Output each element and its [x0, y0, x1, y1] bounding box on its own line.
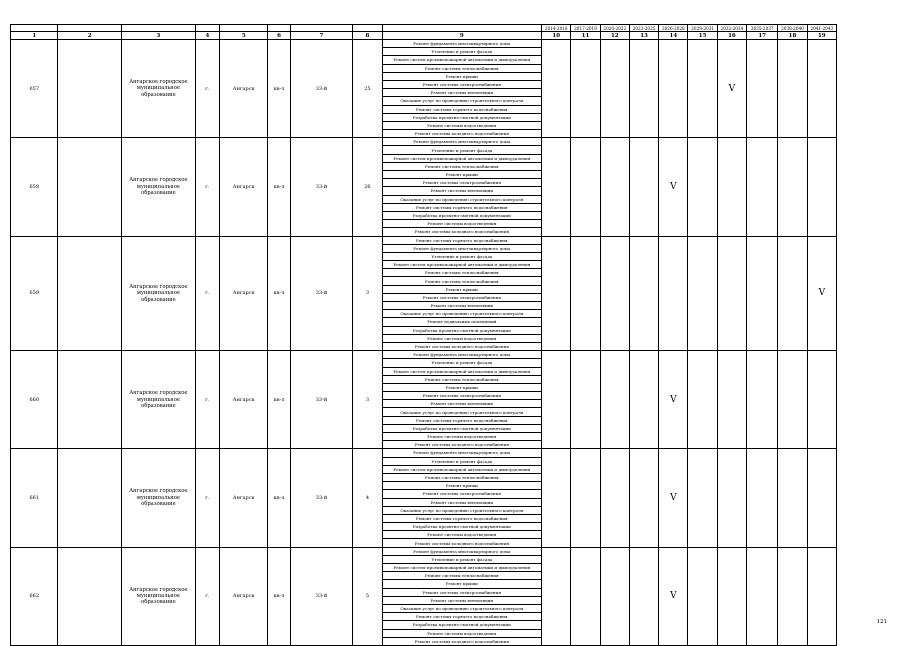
record-number: 662: [11, 547, 58, 645]
municipality-name: Ангарское городское муниципальное образование: [122, 547, 196, 645]
column-number: 5: [220, 32, 268, 40]
period-cell: [542, 547, 571, 645]
work-item: Ремонт системы горячего водоснабжения: [382, 613, 542, 621]
settlement-name: Ангарск: [220, 138, 268, 236]
work-item: Ремонт системы теплоснабжения: [382, 64, 542, 72]
column-number: 13: [629, 32, 658, 40]
work-item: Ремонт системы холодного водоснабжения: [382, 228, 542, 236]
period-cell: [629, 40, 658, 138]
capital-repair-table: [10, 24, 837, 646]
work-item: Ремонт системы горячего водоснабжения: [382, 514, 542, 522]
period-cell: [747, 236, 778, 351]
column-number: 19: [807, 32, 836, 40]
work-item: Ремонт системы вентиляции: [382, 498, 542, 506]
street-name: 33-й: [290, 449, 353, 547]
empty-header-cell: [220, 25, 268, 32]
period-cell: [807, 547, 836, 645]
period-cell: [571, 138, 600, 236]
empty-header-cell: [290, 25, 353, 32]
settlement-name: Ангарск: [220, 449, 268, 547]
work-item: Ремонт фундамента многоквартирного дома: [382, 244, 542, 252]
street-type: кв-л: [268, 138, 290, 236]
work-item: Ремонт крыши: [382, 285, 542, 293]
street-type: кв-л: [268, 40, 290, 138]
municipality-name: Ангарское городское муниципальное образование: [122, 236, 196, 351]
work-item: Ремонт системы теплоснабжения: [382, 375, 542, 383]
empty-cell: [58, 351, 122, 449]
empty-header-cell: [11, 25, 58, 32]
work-item: Ремонт системы водоотведения: [382, 121, 542, 129]
period-mark: V: [659, 138, 688, 236]
work-item: Ремонт систем противопожарной автоматики и дымоудаления: [382, 261, 542, 269]
work-item: Ремонт крыши: [382, 171, 542, 179]
work-item: Ремонт систем противопожарной автоматики и дымоудаления: [382, 367, 542, 375]
period-cell: [600, 547, 629, 645]
period-header: 2014-2016: [542, 25, 571, 32]
column-number: 8: [353, 32, 382, 40]
street-name: 33-й: [290, 236, 353, 351]
period-cell: [778, 40, 807, 138]
work-item: Утепление и ремонт фасада: [382, 359, 542, 367]
work-item: Утепление и ремонт фасада: [382, 146, 542, 154]
work-item: Ремонт системы теплоснабжения: [382, 269, 542, 277]
settlement-type: г.: [195, 449, 219, 547]
period-cell: [688, 138, 717, 236]
period-cell: [688, 351, 717, 449]
period-cell: [747, 40, 778, 138]
empty-cell: [58, 236, 122, 351]
column-number: 10: [542, 32, 571, 40]
work-item: Ремонт системы теплоснабжения: [382, 162, 542, 170]
house-number: 3: [353, 236, 382, 351]
empty-cell: [58, 138, 122, 236]
work-item: Разработка проектно-сметной документации: [382, 523, 542, 531]
settlement-type: г.: [195, 40, 219, 138]
work-item: Утепление и ремонт фасада: [382, 555, 542, 563]
period-cell: [600, 138, 629, 236]
work-item: Ремонт системы вентиляции: [382, 400, 542, 408]
column-number: 18: [778, 32, 807, 40]
period-cell: [778, 547, 807, 645]
period-cell: [747, 138, 778, 236]
table-row: [11, 449, 837, 457]
settlement-type: г.: [195, 351, 219, 449]
work-item: Ремонт системы теплоснабжения: [382, 572, 542, 580]
work-item: Ремонт системы горячего водоснабжения: [382, 236, 542, 244]
period-cell: [571, 547, 600, 645]
work-item: Ремонт системы водоотведения: [382, 220, 542, 228]
column-number: 11: [571, 32, 600, 40]
empty-cell: [58, 40, 122, 138]
street-name: 33-й: [290, 40, 353, 138]
work-item: Ремонт крыши: [382, 383, 542, 391]
work-item: Ремонт фундамента многоквартирного дома: [382, 449, 542, 457]
period-header-row: [11, 25, 837, 32]
period-cell: [659, 236, 688, 351]
period-cell: [629, 138, 658, 236]
work-item: Оказание услуг по проведению строительного контроля: [382, 604, 542, 612]
period-cell: [807, 40, 836, 138]
period-cell: [571, 40, 600, 138]
table-row: [11, 236, 837, 244]
period-cell: [542, 449, 571, 547]
work-item: Ремонт системы электроснабжения: [382, 80, 542, 88]
house-number: 25: [353, 40, 382, 138]
period-cell: [629, 449, 658, 547]
record-number: 657: [11, 40, 58, 138]
record-number: 658: [11, 138, 58, 236]
table-row: [11, 138, 837, 146]
column-number: 7: [290, 32, 353, 40]
work-item: Ремонт фундамента многоквартирного дома: [382, 138, 542, 146]
period-cell: [688, 449, 717, 547]
work-item: Разработка проектно-сметной документации: [382, 211, 542, 219]
settlement-type: г.: [195, 138, 219, 236]
period-cell: [600, 40, 629, 138]
empty-cell: [58, 547, 122, 645]
period-header: 2020-2022: [600, 25, 629, 32]
empty-header-cell: [268, 25, 290, 32]
work-item: Утепление и ремонт фасада: [382, 48, 542, 56]
settlement-name: Ангарск: [220, 351, 268, 449]
period-cell: [717, 236, 746, 351]
work-item: Разработка проектно-сметной документации: [382, 424, 542, 432]
work-item: Ремонт системы холодного водоснабжения: [382, 637, 542, 645]
period-cell: [717, 547, 746, 645]
period-cell: [688, 40, 717, 138]
period-cell: [542, 40, 571, 138]
period-cell: [747, 547, 778, 645]
period-cell: [807, 138, 836, 236]
period-cell: [688, 236, 717, 351]
period-cell: [571, 236, 600, 351]
work-item: Ремонт систем противопожарной автоматики и дымоудаления: [382, 465, 542, 473]
municipality-name: Ангарское городское муниципальное образование: [122, 138, 196, 236]
work-item: Ремонт системы вентиляции: [382, 187, 542, 195]
work-item: Ремонт системы холодного водоснабжения: [382, 130, 542, 138]
period-cell: [778, 351, 807, 449]
column-number: 17: [747, 32, 778, 40]
period-cell: [571, 351, 600, 449]
period-cell: [807, 351, 836, 449]
work-item: Ремонт системы вентиляции: [382, 596, 542, 604]
period-mark: V: [659, 351, 688, 449]
period-header: 2026-2028: [659, 25, 688, 32]
work-item: Ремонт системы электроснабжения: [382, 293, 542, 301]
work-item: Ремонт системы холодного водоснабжения: [382, 342, 542, 350]
empty-header-cell: [58, 25, 122, 32]
period-header: 2035-2037: [747, 25, 778, 32]
column-number: 2: [58, 32, 122, 40]
column-number: 14: [659, 32, 688, 40]
period-cell: [747, 449, 778, 547]
period-cell: [542, 138, 571, 236]
work-item: Ремонт системы вентиляции: [382, 302, 542, 310]
work-item: Ремонт системы холодного водоснабжения: [382, 539, 542, 547]
table-row: [11, 40, 837, 48]
street-type: кв-л: [268, 449, 290, 547]
period-cell: [778, 138, 807, 236]
period-mark: V: [659, 547, 688, 645]
house-number: 5: [353, 547, 382, 645]
period-cell: [778, 236, 807, 351]
empty-cell: [58, 449, 122, 547]
work-item: Разработка проектно-сметной документации: [382, 113, 542, 121]
period-mark: V: [807, 236, 836, 351]
empty-header-cell: [195, 25, 219, 32]
column-number: 1: [11, 32, 58, 40]
empty-header-cell: [353, 25, 382, 32]
work-item: Ремонт системы теплоснабжения: [382, 277, 542, 285]
period-cell: [717, 138, 746, 236]
table-body: [11, 25, 837, 646]
period-cell: [542, 236, 571, 351]
municipality-name: Ангарское городское муниципальное образование: [122, 351, 196, 449]
work-item: Оказание услуг по проведению строительного контроля: [382, 310, 542, 318]
period-header: 2023-2025: [629, 25, 658, 32]
period-mark: V: [717, 40, 746, 138]
period-cell: [629, 236, 658, 351]
period-cell: [807, 449, 836, 547]
work-item: Ремонт системы электроснабжения: [382, 490, 542, 498]
empty-header-cell: [122, 25, 196, 32]
settlement-name: Ангарск: [220, 547, 268, 645]
work-item: Разработка проектно-сметной документации: [382, 326, 542, 334]
period-cell: [600, 236, 629, 351]
settlement-name: Ангарск: [220, 40, 268, 138]
table-row: [11, 547, 837, 555]
work-item: Ремонт крыши: [382, 482, 542, 490]
work-item: Ремонт крыши: [382, 580, 542, 588]
work-item: Ремонт систем противопожарной автоматики и дымоудаления: [382, 56, 542, 64]
work-item: Оказание услуг по проведению строительного контроля: [382, 408, 542, 416]
empty-header-cell: [382, 25, 542, 32]
period-cell: [542, 351, 571, 449]
work-item: Ремонт системы горячего водоснабжения: [382, 203, 542, 211]
work-item: Ремонт системы электроснабжения: [382, 392, 542, 400]
period-header: 2038-2040: [778, 25, 807, 32]
work-item: Ремонт систем противопожарной автоматики и дымоудаления: [382, 154, 542, 162]
settlement-type: г.: [195, 236, 219, 351]
house-number: 3: [353, 351, 382, 449]
period-mark: V: [659, 449, 688, 547]
work-item: Ремонт фундамента многоквартирного дома: [382, 547, 542, 555]
work-item: Ремонт подвальных помещений: [382, 318, 542, 326]
house-number: 4: [353, 449, 382, 547]
work-item: Ремонт фундамента многоквартирного дома: [382, 351, 542, 359]
street-type: кв-л: [268, 351, 290, 449]
settlement-name: Ангарск: [220, 236, 268, 351]
work-item: Оказание услуг по проведению строительного контроля: [382, 506, 542, 514]
work-item: Оказание услуг по проведению строительного контроля: [382, 97, 542, 105]
period-cell: [717, 351, 746, 449]
street-type: кв-л: [268, 547, 290, 645]
municipality-name: Ангарское городское муниципальное образование: [122, 449, 196, 547]
period-cell: [717, 449, 746, 547]
period-cell: [659, 40, 688, 138]
column-number: 9: [382, 32, 542, 40]
record-number: 659: [11, 236, 58, 351]
municipality-name: Ангарское городское муниципальное образование: [122, 40, 196, 138]
work-item: Ремонт системы водоотведения: [382, 531, 542, 539]
period-cell: [688, 547, 717, 645]
table-row: [11, 351, 837, 359]
period-header: 2029-2031: [688, 25, 717, 32]
work-item: Ремонт системы холодного водоснабжения: [382, 441, 542, 449]
work-item: Ремонт систем противопожарной автоматики и дымоудаления: [382, 564, 542, 572]
work-item: Ремонт системы водоотведения: [382, 334, 542, 342]
street-name: 33-й: [290, 138, 353, 236]
work-item: Ремонт системы горячего водоснабжения: [382, 105, 542, 113]
period-cell: [600, 351, 629, 449]
work-item: Ремонт системы электроснабжения: [382, 588, 542, 596]
street-type: кв-л: [268, 236, 290, 351]
period-header: 2032-2034: [717, 25, 746, 32]
period-header: 2041-2043: [807, 25, 836, 32]
record-number: 660: [11, 351, 58, 449]
work-item: Ремонт системы водоотведения: [382, 433, 542, 441]
house-number: 26: [353, 138, 382, 236]
column-number: 6: [268, 32, 290, 40]
column-number-row: [11, 32, 837, 40]
period-cell: [747, 351, 778, 449]
work-item: Утепление и ремонт фасада: [382, 252, 542, 260]
work-item: Оказание услуг по проведению строительного контроля: [382, 195, 542, 203]
street-name: 33-й: [290, 547, 353, 645]
work-item: Ремонт системы горячего водоснабжения: [382, 416, 542, 424]
period-header: 2017-2019: [571, 25, 600, 32]
page-number: 121: [876, 619, 887, 625]
work-item: Ремонт крыши: [382, 72, 542, 80]
record-number: 661: [11, 449, 58, 547]
column-number: 16: [717, 32, 746, 40]
work-item: Ремонт фундамента многоквартирного дома: [382, 40, 542, 48]
work-item: Ремонт системы вентиляции: [382, 89, 542, 97]
street-name: 33-й: [290, 351, 353, 449]
column-number: 12: [600, 32, 629, 40]
work-item: Разработка проектно-сметной документации: [382, 621, 542, 629]
period-cell: [571, 449, 600, 547]
column-number: 15: [688, 32, 717, 40]
column-number: 4: [195, 32, 219, 40]
column-number: 3: [122, 32, 196, 40]
period-cell: [629, 547, 658, 645]
period-cell: [778, 449, 807, 547]
work-item: Ремонт системы электроснабжения: [382, 179, 542, 187]
settlement-type: г.: [195, 547, 219, 645]
period-cell: [629, 351, 658, 449]
work-item: Утепление и ремонт фасада: [382, 457, 542, 465]
work-item: Ремонт системы водоотведения: [382, 629, 542, 637]
period-cell: [600, 449, 629, 547]
work-item: Ремонт системы теплоснабжения: [382, 473, 542, 481]
